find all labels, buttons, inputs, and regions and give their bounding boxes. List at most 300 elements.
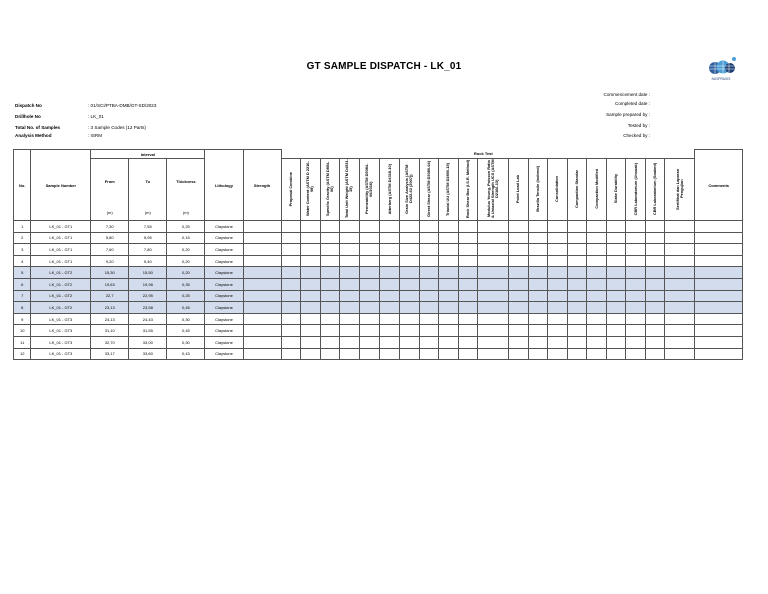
empty-cell [340,278,360,290]
empty-cell [665,278,695,290]
empty-cell [509,221,529,233]
empty-cell [340,255,360,267]
empty-cell [419,325,439,337]
row-sample-number: LK_01 - GT3 [31,325,91,337]
empty-cell [439,278,459,290]
empty-cell [399,232,419,244]
empty-cell [528,232,548,244]
empty-cell [439,313,459,325]
empty-cell [626,290,646,302]
empty-cell [587,267,607,279]
table-body [14,221,743,360]
empty-cell [320,313,340,325]
empty-cell [380,232,400,244]
empty-cell [359,325,380,337]
empty-cell [695,255,743,267]
row-from: 23,13 [91,302,129,314]
empty-cell [567,325,587,337]
empty-cell [626,244,646,256]
header-test-18: CBR Laboratorium (Unsoak) [632,162,638,216]
row-to: 7,80 [129,244,167,256]
unit-to: (m) [129,204,167,220]
empty-cell [439,244,459,256]
empty-cell [301,221,321,233]
row-from: 9,20 [91,255,129,267]
empty-cell [606,232,626,244]
empty-cell [645,313,665,325]
empty-cell [380,255,400,267]
empty-cell [320,336,340,348]
empty-cell [528,267,548,279]
empty-cell [645,267,665,279]
empty-cell [281,336,301,348]
empty-cell [399,336,419,348]
empty-cell [419,336,439,348]
empty-cell [478,290,509,302]
table-row [14,255,743,267]
row-to: 23,58 [129,302,167,314]
row-thickness: 0,20 [167,244,205,256]
empty-cell [359,302,380,314]
empty-cell [281,313,301,325]
empty-cell [281,348,301,360]
empty-cell [626,221,646,233]
empty-cell [606,267,626,279]
empty-cell [528,244,548,256]
header-test-14: Consolidation [554,176,560,202]
header-test-16: Compaction Modified [593,169,599,209]
empty-cell [548,278,568,290]
empty-cell [645,244,665,256]
empty-cell [340,325,360,337]
empty-cell [645,336,665,348]
empty-cell [399,221,419,233]
empty-cell [243,221,281,233]
empty-cell [359,232,380,244]
empty-cell [419,244,439,256]
empty-cell [645,325,665,337]
row-thickness: 0,35 [167,278,205,290]
empty-cell [606,221,626,233]
empty-cell [301,336,321,348]
row-from: 7,60 [91,244,129,256]
row-no: 6 [14,278,31,290]
empty-cell [359,267,380,279]
header-test-10: Rock Shear Box (I.S.R. Method) [464,159,470,219]
empty-cell [359,313,380,325]
empty-cell [458,325,478,337]
table-row [14,336,743,348]
row-to: 9,40 [129,255,167,267]
empty-cell [587,221,607,233]
table-row [14,232,743,244]
header-test-17: Slake Durability [613,174,619,204]
row-lithology: Claystone [205,348,243,360]
empty-cell [380,302,400,314]
empty-cell [359,290,380,302]
row-thickness: 0,20 [167,255,205,267]
empty-cell [243,255,281,267]
empty-cell [399,313,419,325]
empty-cell [478,221,509,233]
empty-cell [645,302,665,314]
empty-cell [458,336,478,348]
empty-cell [301,255,321,267]
header-test-13: Brazilia Tensile (Indirect) [534,166,540,212]
empty-cell [478,336,509,348]
row-lithology: Claystone [205,267,243,279]
empty-cell [626,278,646,290]
empty-cell [509,336,529,348]
row-sample-number: LK_01 - GT1 [31,244,91,256]
row-sample-number: LK_01 - GT1 [31,255,91,267]
row-no: 5 [14,267,31,279]
empty-cell [380,348,400,360]
empty-cell [626,336,646,348]
row-from: 32,70 [91,336,129,348]
empty-cell [439,302,459,314]
empty-cell [665,302,695,314]
row-no: 8 [14,302,31,314]
empty-cell [301,232,321,244]
tested-by: Tested by : [627,123,650,128]
empty-cell [281,290,301,302]
empty-cell [587,348,607,360]
empty-cell [645,255,665,267]
table-row [14,267,743,279]
header-test-4: Total Unit Weight (ASTM D4531-15) [344,159,354,219]
empty-cell [665,290,695,302]
empty-cell [359,255,380,267]
row-no: 4 [14,255,31,267]
row-sample-number: LK_01 - GT1 [31,232,91,244]
empty-cell [587,244,607,256]
empty-cell [695,336,743,348]
empty-cell [695,232,743,244]
drillhole-no-value: : LK_01 [88,114,104,119]
empty-cell [509,302,529,314]
drillhole-no-label: Drillhole No [15,114,41,119]
empty-cell [626,302,646,314]
row-thickness: 0,30 [167,336,205,348]
empty-cell [320,348,340,360]
empty-cell [567,255,587,267]
empty-cell [399,325,419,337]
header-test-15: Compaction Standar [573,169,579,209]
empty-cell [567,348,587,360]
empty-cell [528,278,548,290]
empty-cell [626,267,646,279]
row-no: 1 [14,221,31,233]
empty-cell [478,278,509,290]
row-no: 10 [14,325,31,337]
empty-cell [528,290,548,302]
empty-cell [281,302,301,314]
row-lithology: Claystone [205,336,243,348]
empty-cell [528,325,548,337]
header-strength: Strength [243,150,281,221]
empty-cell [243,278,281,290]
empty-cell [320,232,340,244]
empty-cell [509,255,529,267]
empty-cell [478,244,509,256]
unit-thickness: (m) [167,204,205,220]
empty-cell [281,325,301,337]
header-test-9: Triaxial UU (ASTM D2850-15) [445,162,451,216]
row-lithology: Claystone [205,244,243,256]
empty-cell [399,290,419,302]
empty-cell [695,290,743,302]
logo-caption: NUSPRAGIS [711,77,731,81]
empty-cell [509,290,529,302]
empty-cell [548,255,568,267]
empty-cell [695,244,743,256]
empty-cell [567,290,587,302]
empty-cell [606,302,626,314]
table-row [14,221,743,233]
empty-cell [548,221,568,233]
empty-cell [340,336,360,348]
header-test-5: Permeability (ASTM D5084-00/2016) [364,163,374,215]
analysis-method-value: : ISRM [88,133,103,138]
empty-cell [458,244,478,256]
table-row [14,313,743,325]
header-test-19: CBR Laboratorium (Soaked) [652,162,658,216]
empty-cell [606,278,626,290]
row-thickness: 0,15 [167,232,205,244]
row-to: 7,55 [129,221,167,233]
empty-cell [380,278,400,290]
row-thickness: 0,25 [167,221,205,233]
empty-cell [567,232,587,244]
empty-cell [695,313,743,325]
row-from: 31,10 [91,325,129,337]
empty-cell [665,313,695,325]
row-to: 22,95 [129,290,167,302]
row-thickness: 0,45 [167,302,205,314]
empty-cell [281,255,301,267]
row-sample-number: LK_01 - GT3 [31,313,91,325]
empty-cell [606,290,626,302]
empty-cell [478,313,509,325]
empty-cell [665,255,695,267]
header-test-20: Sertifikat dan Laporan Pengujian [674,168,684,210]
empty-cell [301,290,321,302]
empty-cell [439,336,459,348]
empty-cell [695,221,743,233]
header-test-11: Modulus Young, Poisson Ratio & Uniaxial Strength UCS (ASTM D2166-13) [485,159,500,219]
empty-cell [380,221,400,233]
empty-cell [419,221,439,233]
empty-cell [301,244,321,256]
empty-cell [359,278,380,290]
row-from: 33,17 [91,348,129,360]
empty-cell [243,244,281,256]
empty-cell [243,325,281,337]
empty-cell [301,267,321,279]
checked-by: Checked by : [623,133,650,138]
empty-cell [419,290,439,302]
row-lithology: Claystone [205,232,243,244]
empty-cell [665,348,695,360]
empty-cell [567,278,587,290]
header-interval: Interval [91,150,205,159]
empty-cell [439,290,459,302]
unit-from: (m) [91,204,129,220]
header-from: From [91,159,129,205]
empty-cell [458,313,478,325]
empty-cell [458,255,478,267]
empty-cell [399,348,419,360]
table-row [14,290,743,302]
empty-cell [567,244,587,256]
row-to: 24,43 [129,313,167,325]
empty-cell [645,278,665,290]
empty-cell [243,302,281,314]
sample-dispatch-table [13,149,743,360]
empty-cell [528,336,548,348]
empty-cell [587,232,607,244]
empty-cell [439,267,459,279]
empty-cell [243,232,281,244]
header-comments: Comments [695,150,743,221]
empty-cell [587,336,607,348]
empty-cell [243,336,281,348]
empty-cell [439,221,459,233]
empty-cell [458,267,478,279]
sample-prepared-by: Sample prepared by : [606,112,650,117]
dispatch-no-label: Dispatch No [15,103,42,108]
empty-cell [439,255,459,267]
empty-cell [665,221,695,233]
empty-cell [548,336,568,348]
empty-cell [243,348,281,360]
table-row [14,278,743,290]
row-no: 12 [14,348,31,360]
table-row [14,325,743,337]
header-rock-test: Rock Test [419,150,548,159]
empty-cell [301,278,321,290]
empty-cell [695,267,743,279]
empty-cell [567,313,587,325]
header-test-3: Specific Gravity (ASTM D854-06) [324,161,334,217]
row-sample-number: LK_01 - GT3 [31,348,91,360]
empty-cell [359,348,380,360]
row-from: 24,13 [91,313,129,325]
row-no: 11 [14,336,31,348]
empty-cell [281,244,301,256]
empty-cell [340,221,360,233]
header-no: No. [14,150,31,221]
empty-cell [340,302,360,314]
empty-cell [587,290,607,302]
row-sample-number: LK_01 - GT3 [31,336,91,348]
empty-cell [695,278,743,290]
header-thickness: Thickness [167,159,205,205]
row-to: 33,00 [129,336,167,348]
empty-cell [301,313,321,325]
table-row [14,348,743,360]
empty-cell [665,232,695,244]
row-lithology: Claystone [205,255,243,267]
empty-cell [509,244,529,256]
empty-cell [359,221,380,233]
empty-cell [439,325,459,337]
empty-cell [587,313,607,325]
row-lithology: Claystone [205,313,243,325]
row-from: 5,80 [91,232,129,244]
empty-cell [528,302,548,314]
empty-cell [548,348,568,360]
empty-cell [548,232,568,244]
empty-cell [380,244,400,256]
empty-cell [301,302,321,314]
row-thickness: 0,43 [167,348,205,360]
empty-cell [626,325,646,337]
row-sample-number: LK_01 - GT2 [31,290,91,302]
empty-cell [419,278,439,290]
empty-cell [340,290,360,302]
empty-cell [380,267,400,279]
empty-cell [626,313,646,325]
empty-cell [587,325,607,337]
empty-cell [243,267,281,279]
empty-cell [665,244,695,256]
empty-cell [606,244,626,256]
analysis-method-label: Analysis Method [15,133,52,138]
empty-cell [320,221,340,233]
empty-cell [419,313,439,325]
completed-date: Completed date : [615,101,650,106]
header-test-2: Water Content (ASTM D 2216-98) [305,161,315,217]
empty-cell [509,278,529,290]
row-no: 2 [14,232,31,244]
row-lithology: Claystone [205,278,243,290]
empty-cell [695,348,743,360]
empty-cell [626,348,646,360]
empty-cell [567,336,587,348]
empty-cell [399,267,419,279]
empty-cell [695,302,743,314]
empty-cell [281,221,301,233]
empty-cell [380,325,400,337]
company-logo-icon [703,54,739,84]
row-lithology: Claystone [205,290,243,302]
row-from: 19,63 [91,278,129,290]
empty-cell [419,255,439,267]
empty-cell [419,348,439,360]
empty-cell [478,302,509,314]
empty-cell [509,325,529,337]
empty-cell [587,278,607,290]
header-test-1: Proposal Combine [287,171,293,207]
empty-cell [320,290,340,302]
empty-cell [340,232,360,244]
empty-cell [645,348,665,360]
row-to: 33,60 [129,348,167,360]
row-no: 3 [14,244,31,256]
header-sample-number: Sample Number [31,150,91,221]
empty-cell [548,290,568,302]
row-thickness: 0,25 [167,290,205,302]
row-lithology: Claystone [205,221,243,233]
empty-cell [567,221,587,233]
header-lithology: Lithology [205,150,243,221]
empty-cell [320,255,340,267]
empty-cell [399,302,419,314]
empty-cell [478,267,509,279]
row-to: 31,55 [129,325,167,337]
